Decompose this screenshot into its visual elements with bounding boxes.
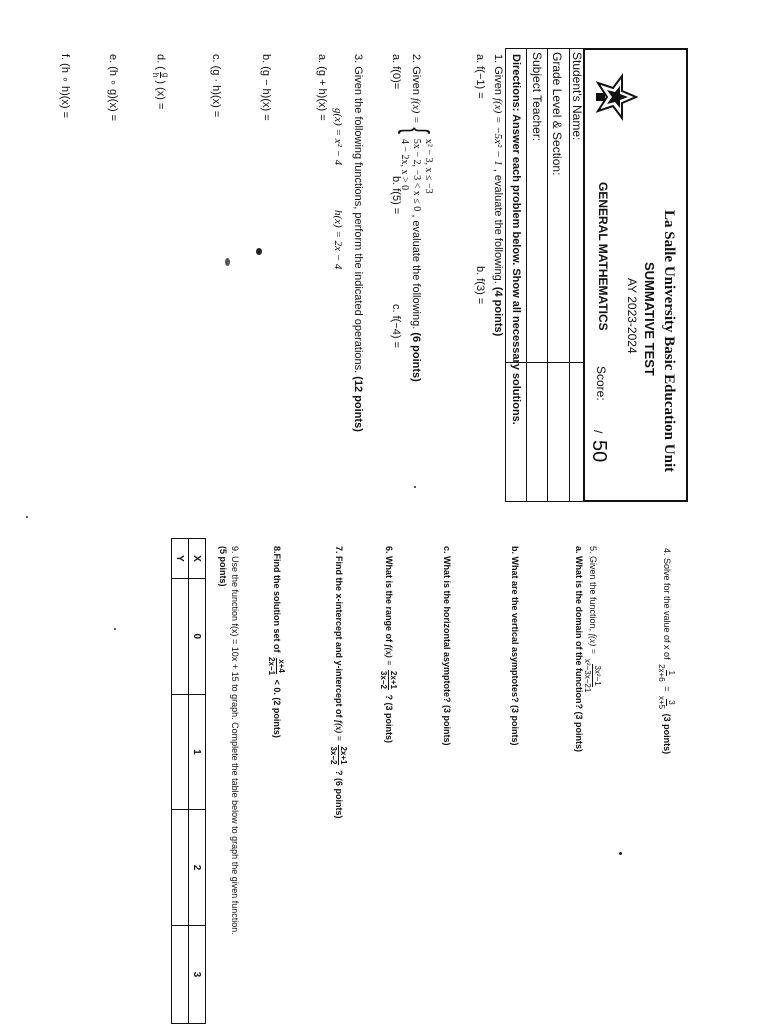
score-total: 50 — [588, 440, 610, 463]
q5-item-c: c. What is the horizontal asymptote? (3 points) — [442, 546, 452, 746]
q2-stem: 2. Given — [410, 54, 423, 95]
table-cell: 0 — [189, 578, 206, 694]
question-7: 7. Find the x-intercept and y-intercept of f(x) = 2x+1 3x−2 ? (6 points) — [329, 546, 348, 819]
q3-item-d: d. ( g h ) (x) = — [151, 54, 170, 110]
q1-tail: , evaluate the following. — [492, 168, 504, 284]
score-label: Score: — [594, 366, 608, 401]
subject-title: GENERAL MATHEMATICS — [596, 182, 610, 331]
info-divider — [547, 48, 548, 502]
q3-item-a: a. (g + h)(x) = — [316, 54, 328, 121]
table-cell-input[interactable] — [172, 578, 189, 694]
question-2 — [398, 54, 434, 382]
q3-points: (12 points) — [352, 376, 364, 432]
table-cell-input[interactable] — [172, 810, 189, 926]
q9-points: (5 points) — [218, 546, 228, 587]
info-divider — [526, 48, 527, 502]
question-6: 6. What is the range of f(x) = 2x+1 3x−2 ? (3 points) — [379, 546, 398, 743]
q5-item-a: a. What is the domain of the function? (3 points) — [574, 546, 584, 752]
table-cell: 2 — [189, 810, 206, 926]
q2-case-2: 5x − 2, −3 < x ≤ 0 — [411, 138, 422, 212]
xy-value-table — [171, 538, 206, 1024]
table-cell: X — [189, 539, 206, 579]
scan-speck — [114, 628, 116, 630]
q5-item-b: b. What are the vertical asymptotes? (3 points) — [510, 546, 520, 746]
q1-item-a: a. f(−1) = — [474, 54, 486, 99]
q2-case-3: 4 − 2x, x > 0 — [399, 138, 410, 191]
table-cell: Y — [172, 539, 189, 579]
q3-item-f: f. (h ∘ h)(x) = — [59, 54, 71, 119]
q3-g-function: g(x) = x² − 4 — [332, 108, 344, 166]
q3-item-e: e. (h ∘ g)(x) = — [107, 54, 119, 122]
academic-year: AY 2023-2024 — [625, 278, 639, 354]
scan-speck — [26, 516, 28, 518]
question-5: 5. Given the function, f(x) = 3x²−1 x²−3x−21 — [583, 546, 602, 693]
test-type: SUMMATIVE TEST — [642, 262, 657, 376]
q2-lhs: f(x) = — [410, 98, 422, 124]
school-name: La Salle University Basic Education Unit — [661, 210, 677, 473]
grade-section-field[interactable]: Grade Level & Section: — [550, 52, 564, 176]
student-name-field[interactable]: Student's Name: — [570, 52, 584, 141]
table-cell-input[interactable] — [172, 694, 189, 810]
scan-speck — [225, 258, 230, 266]
question-1 — [492, 54, 504, 336]
scan-speck — [256, 248, 262, 255]
q1-stem: 1. Given — [492, 54, 504, 95]
q2-item-a: a. f(0)= — [390, 54, 402, 90]
question-8: 8.Find the solution set of x+4 2x−1 < 0. (2 points) — [267, 546, 286, 738]
table-cell-input[interactable] — [172, 925, 189, 1023]
question-9: 9. Use the function f(x) = 10x + 15 to graph. Complete the table below to graph the given function. — [230, 546, 240, 935]
table-cell: 1 — [189, 694, 206, 810]
q2-case-1: x² − 3, x ≤ −3 — [423, 138, 434, 194]
q3-stem: 3. Given the following functions, perform the indicated operations. — [352, 54, 364, 374]
question-4: 4. Solve for the value of x of 1 2x+6 = 3 x+5 (3 points) — [657, 548, 676, 755]
q1-item-b: b. f(3) = — [474, 266, 486, 305]
q2-piecewise-function: f(x) = { x² − 3, x ≤ −3 5x − 2, −3 < x ≤ 0 4 − 2x, x > 0 — [397, 98, 435, 212]
q2-points: (6 points) — [410, 332, 423, 382]
table-row-y — [172, 539, 189, 1024]
q2-item-b: b. f(5) = — [390, 176, 402, 215]
q2-item-c: c. f(−4) = — [390, 304, 402, 349]
q3-h-function: h(x) = 2x − 4 — [332, 210, 344, 270]
q3-item-b: b. (g − h)(x) = — [260, 54, 272, 121]
q2-tail: , evaluate the following. — [410, 214, 423, 330]
score-prefix: / — [591, 430, 605, 434]
q3-item-c: c. (g · h)(x) = — [210, 54, 222, 118]
subject-teacher-field[interactable]: Subject Teacher: — [530, 52, 544, 142]
scan-speck — [414, 486, 416, 488]
table-cell: 3 — [189, 925, 206, 1023]
q1-points: (4 points) — [492, 286, 504, 337]
table-row-x — [189, 539, 206, 1024]
directions: Directions: Answer each problem below. Show all necessary solutions. — [510, 54, 522, 425]
scan-speck — [619, 852, 622, 855]
q1-function: f(x) = −5x² − 1 — [492, 98, 504, 166]
question-3 — [352, 54, 364, 432]
school-logo — [594, 72, 638, 122]
